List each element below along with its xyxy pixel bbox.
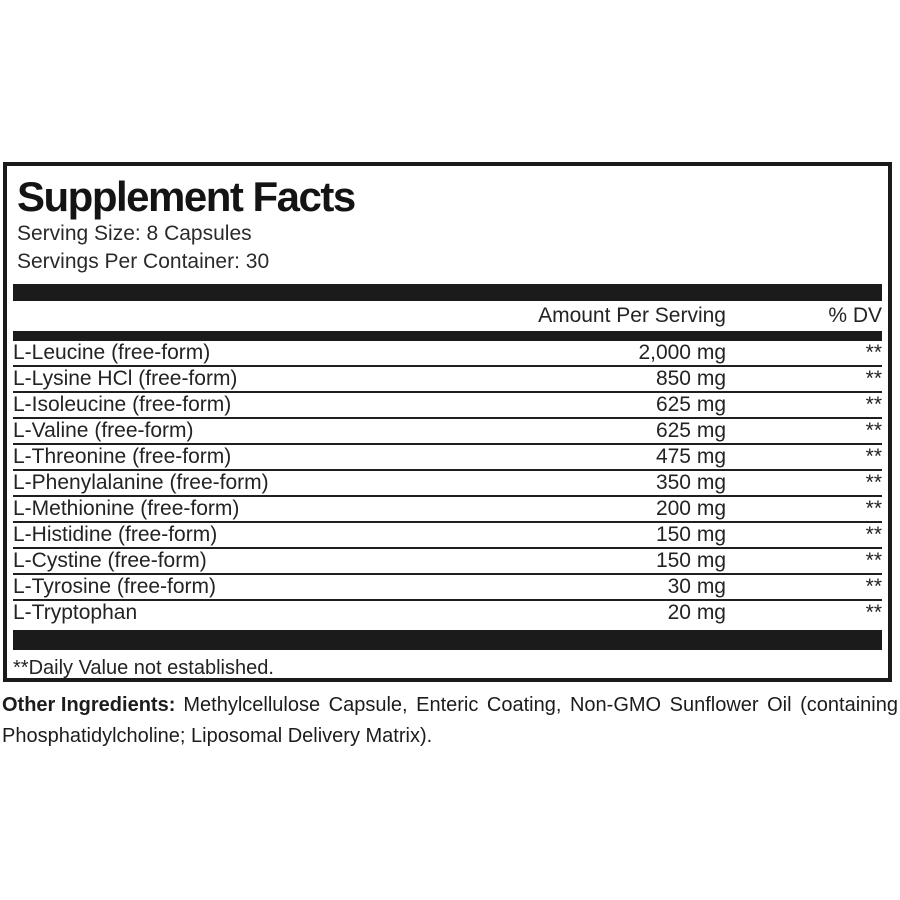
row-name: L-Tryptophan [13, 601, 138, 624]
serving-size-line: Serving Size: 8 Capsules [17, 222, 252, 245]
other-ingredients-line1-text: Methylcellulose Capsule, Enteric Coating, Non-GMO Sunflower Oil (containing [183, 694, 898, 716]
row-amount: 850 mg [655, 367, 726, 390]
row-amount: 625 mg [655, 419, 726, 442]
divider-thick-top [13, 284, 882, 301]
row-name: L-Histidine (free-form) [13, 523, 218, 546]
row-dv: ** [865, 445, 882, 468]
row-name: L-Cystine (free-form) [13, 549, 207, 572]
table-row [13, 497, 882, 523]
table-row [13, 393, 882, 419]
row-dv: ** [865, 497, 882, 520]
row-dv: ** [865, 601, 882, 624]
row-amount: 200 mg [655, 497, 726, 520]
panel-title: Supplement Facts [17, 173, 355, 220]
servings-per-container-line: Servings Per Container: 30 [17, 250, 270, 273]
other-ingredients-label: Other Ingredients: [2, 694, 176, 716]
table-row [13, 367, 882, 393]
row-dv: ** [865, 341, 882, 364]
amount-column-header: Amount Per Serving [538, 304, 726, 327]
row-dv: ** [865, 523, 882, 546]
row-name: L-Isoleucine (free-form) [13, 393, 232, 416]
dv-column-header: % DV [828, 304, 882, 327]
row-dv: ** [865, 471, 882, 494]
row-dv: ** [865, 575, 882, 598]
row-name: L-Methionine (free-form) [13, 497, 240, 520]
row-name: L-Phenylalanine (free-form) [13, 471, 269, 494]
divider-medium [13, 331, 882, 341]
table-row [13, 575, 882, 601]
row-amount: 30 mg [667, 575, 726, 598]
table-row [13, 601, 882, 625]
row-dv: ** [865, 367, 882, 390]
row-name: L-Leucine (free-form) [13, 341, 211, 364]
table-row [13, 549, 882, 575]
row-name: L-Threonine (free-form) [13, 445, 232, 468]
other-ingredients-paragraph [2, 690, 898, 752]
other-ingredients-line2: Phosphatidylcholine; Liposomal Delivery Matrix). [2, 725, 433, 747]
row-amount: 475 mg [655, 445, 726, 468]
row-dv: ** [865, 393, 882, 416]
table-row [13, 471, 882, 497]
table-row [13, 341, 882, 367]
table-row [13, 419, 882, 445]
row-name: L-Tyrosine (free-form) [13, 575, 217, 598]
row-dv: ** [865, 419, 882, 442]
row-amount: 20 mg [667, 601, 726, 624]
dv-footnote: **Daily Value not established. [13, 657, 274, 679]
row-amount: 625 mg [655, 393, 726, 416]
table-row [13, 523, 882, 549]
column-header-row [13, 301, 882, 331]
row-name: L-Lysine HCl (free-form) [13, 367, 238, 390]
row-amount: 150 mg [655, 549, 726, 572]
row-name: L-Valine (free-form) [13, 419, 194, 442]
divider-thick-bottom [13, 630, 882, 650]
row-amount: 2,000 mg [638, 341, 726, 364]
row-dv: ** [865, 549, 882, 572]
supplement-facts-panel [3, 162, 892, 682]
row-amount: 350 mg [655, 471, 726, 494]
row-amount: 150 mg [655, 523, 726, 546]
table-row [13, 445, 882, 471]
ingredient-rows [13, 341, 882, 625]
other-ingredients-line1 [2, 690, 898, 721]
